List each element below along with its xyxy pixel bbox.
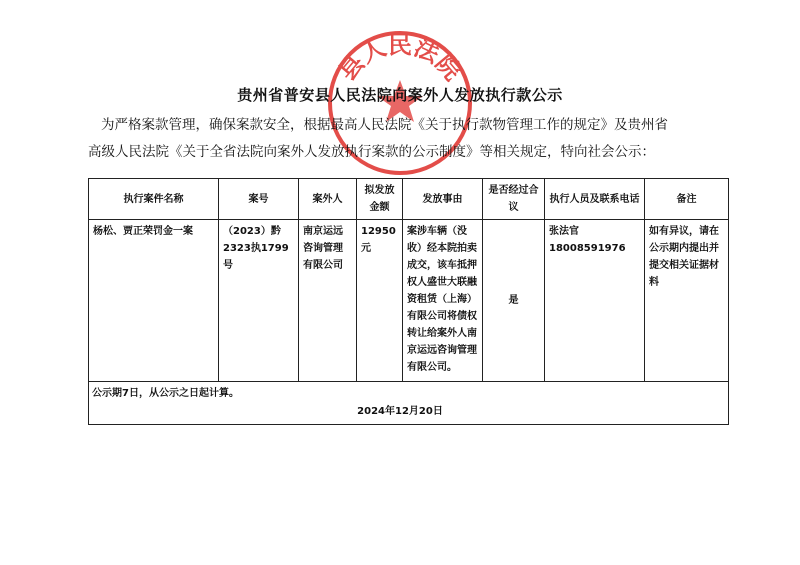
header-case-name: 执行案件名称 [89, 179, 219, 220]
header-officer: 执行人员及联系电话 [545, 179, 645, 220]
svg-text:县人民法院: 县人民法院 [333, 31, 467, 86]
header-amount: 拟发放金额 [357, 179, 403, 220]
table-header-row [89, 179, 729, 220]
officer-name: 张法官 [549, 226, 579, 237]
cell-case-name: 杨松、贾正荣罚金一案 [89, 220, 219, 382]
cell-deliberated: 是 [483, 220, 545, 382]
header-case-no: 案号 [219, 179, 299, 220]
cell-case-no: （2023）黔2323执1799号 [219, 220, 299, 382]
cell-outsider: 南京运远咨询管理有限公司 [299, 220, 357, 382]
table-row [89, 220, 729, 382]
notice-title: 贵州省普安县人民法院向案外人发放执行款公示 [237, 86, 563, 104]
cell-officer [545, 220, 645, 382]
header-deliberated: 是否经过合议 [483, 179, 545, 220]
intro-line-1: 为严格案款管理，确保案款安全，根据最高人民法院《关于执行款物管理工作的规定》及贵州省 [101, 117, 668, 133]
cell-amount: 12950元 [357, 220, 403, 382]
header-reason: 发放事由 [403, 179, 483, 220]
intro-line-2: 高级人民法院《关于全省法院向案外人发放执行案款的公示制度》等相关规定，特向社会公示： [88, 144, 655, 160]
publicity-period: 公示期7日，从公示之日起计算。 [92, 388, 239, 399]
header-remark: 备注 [645, 179, 729, 220]
cell-remark: 如有异议，请在公示期内提出并提交相关证据材料 [645, 220, 729, 382]
notice-date: 2024年12月20日 [357, 406, 443, 417]
header-outsider: 案外人 [299, 179, 357, 220]
officer-phone: 18008591976 [549, 243, 626, 254]
cell-reason: 案涉车辆（没收）经本院拍卖成交，该车抵押权人盛世大联融资租赁（上海）有限公司将债权转让给案外人南京运远咨询管理有限公司。 [403, 220, 483, 382]
